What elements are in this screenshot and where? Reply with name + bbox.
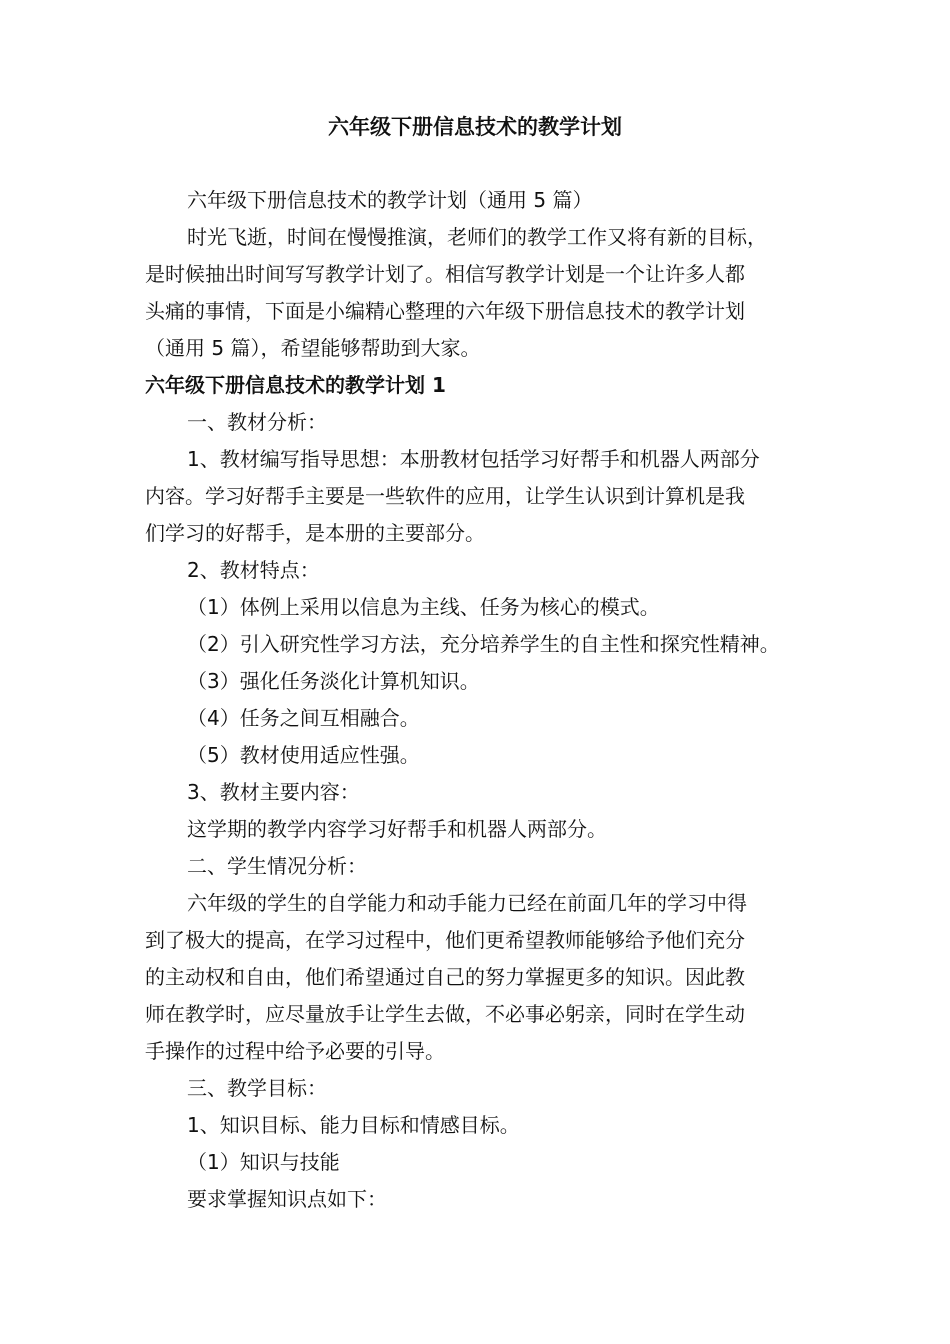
paragraph-line: 一、教材分析： [187,410,327,434]
paragraph-line: 内容。学习好帮手主要是一些软件的应用，让学生认识到计算机是我 [145,484,745,508]
paragraph-line: 时光飞逝，时间在慢慢推演，老师们的教学工作又将有新的目标， [187,225,767,249]
paragraph-line: （4）任务之间互相融合。 [187,706,420,730]
paragraph-line: 六年级下册信息技术的教学计划（通用 5 篇） [187,188,593,212]
paragraph-line: 3、教材主要内容： [187,780,360,804]
paragraph-line: 到了极大的提高，在学习过程中，他们更希望教师能够给予他们充分 [145,928,745,952]
paragraph-line: （1）知识与技能 [187,1150,340,1174]
paragraph-line: （1）体例上采用以信息为主线、任务为核心的模式。 [187,595,660,619]
document-body [145,182,825,1218]
paragraph-line: 二、学生情况分析： [187,854,367,878]
paragraph-line: 师在教学时，应尽量放手让学生去做，不必事必躬亲，同时在学生动 [145,1002,745,1026]
paragraph-line: 头痛的事情，下面是小编精心整理的六年级下册信息技术的教学计划 [145,299,745,323]
paragraph-line: 是时候抽出时间写写教学计划了。相信写教学计划是一个让许多人都 [145,262,745,286]
paragraph-line: 们学习的好帮手，是本册的主要部分。 [145,521,485,545]
paragraph-line: （通用 5 篇），希望能够帮助到大家。 [145,336,481,360]
paragraph-line: 1、知识目标、能力目标和情感目标。 [187,1113,520,1137]
paragraph-line: 的主动权和自由，他们希望通过自己的努力掌握更多的知识。因此教 [145,965,745,989]
paragraph-line: 这学期的教学内容学习好帮手和机器人两部分。 [187,817,607,841]
document-title: 六年级下册信息技术的教学计划 [328,115,622,139]
paragraph-line: 1、教材编写指导思想：本册教材包括学习好帮手和机器人两部分 [187,447,760,471]
paragraph-line: （5）教材使用适应性强。 [187,743,420,767]
paragraph-line: 2、教材特点： [187,558,320,582]
paragraph-line: 六年级的学生的自学能力和动手能力已经在前面几年的学习中得 [187,891,747,915]
section-heading: 六年级下册信息技术的教学计划 1 [145,373,446,397]
paragraph-line: 要求掌握知识点如下： [187,1187,387,1211]
paragraph-line: （3）强化任务淡化计算机知识。 [187,669,480,693]
document-page [145,108,825,1218]
paragraph-line: 三、教学目标： [187,1076,327,1100]
paragraph-line: （2）引入研究性学习方法，充分培养学生的自主性和探究性精神。 [187,632,780,656]
paragraph-line: 手操作的过程中给予必要的引导。 [145,1039,445,1063]
